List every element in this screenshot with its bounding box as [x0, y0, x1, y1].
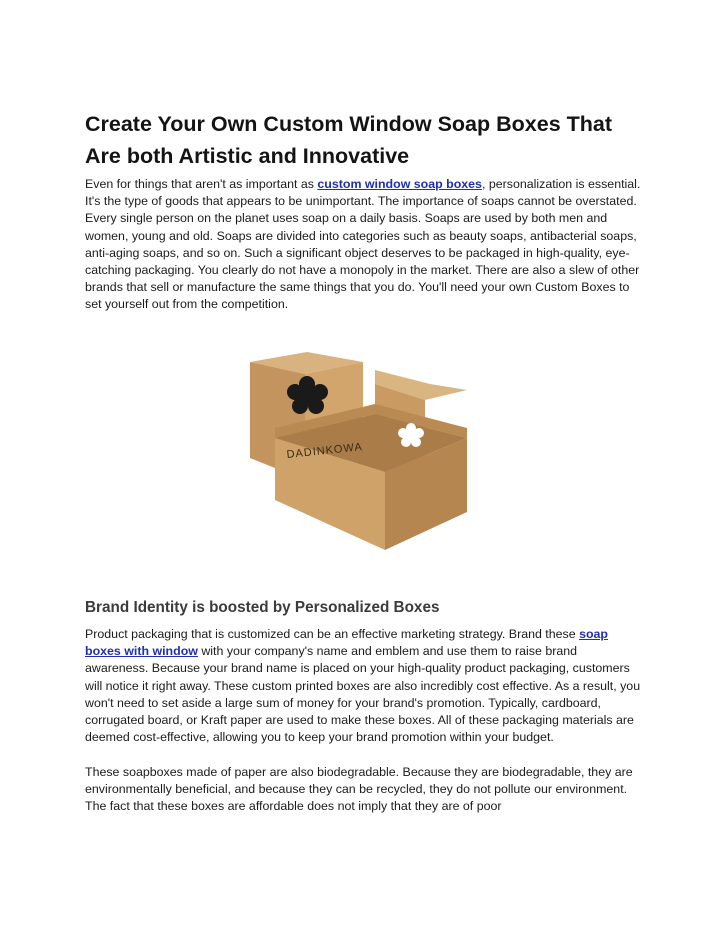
intro-paragraph [85, 176, 641, 314]
brand-text-after: with your company's name and emblem and use them to raise brand awareness. Because your brand name is placed on your high-quality product packaging, customers will notice it right away. These custom printed boxes are also incredibly cost effective. As a result, you won't need to set aside a large sum of money for your brand's promotion. Typically, cardboard, corrugated board, or Kraft paper are used to make these boxes. All of these packaging materials are deemed cost-effective, allowing you to keep your brand promotion within your budget. [85, 644, 641, 745]
brand-identity-paragraph [85, 626, 641, 746]
intro-text-before: Even for things that aren't as important as [85, 177, 318, 191]
intro-text-after: , personalization is essential. It's the type of goods that appears to be unimportant. The importance of soaps cannot be overstated. Every single person on the planet uses soap on a daily basis. Soaps are used by both men and women, young and old. Soaps are divided into categories such as beauty soaps, antibacterial soaps, anti-aging soaps, and so on. Such a significant object deserves to be packaged in high-quality, eye-catching packaging. You clearly do not have a monopoly in the market. There are also a slew of other brands that sell or manufacture the same things that you do. You'll need your own Custom Boxes to set yourself out from the competition. [85, 177, 641, 312]
page-title: Create Your Own Custom Window Soap Boxes That Are both Artistic and Innovative [85, 112, 613, 168]
custom-window-soap-boxes-link[interactable]: custom window soap boxes [317, 177, 482, 191]
brand-text-before: Product packaging that is customized can be an effective marketing strategy. Brand these [85, 627, 580, 641]
soap-boxes-image [245, 340, 475, 580]
biodegradable-paragraph: These soapboxes made of paper are also biodegradable. Because they are biodegradable, they are environmentally beneficial, and because they can be recycled, they do not pollute our environment. The fact that these boxes are affordable does not imply that they are of poor [85, 765, 633, 814]
soap-boxes-with-window-link[interactable]: soap boxes with window [85, 627, 608, 659]
section-heading: Brand Identity is boosted by Personalized Boxes [85, 599, 440, 616]
box-brand-text: DADINKOWA [286, 441, 364, 461]
